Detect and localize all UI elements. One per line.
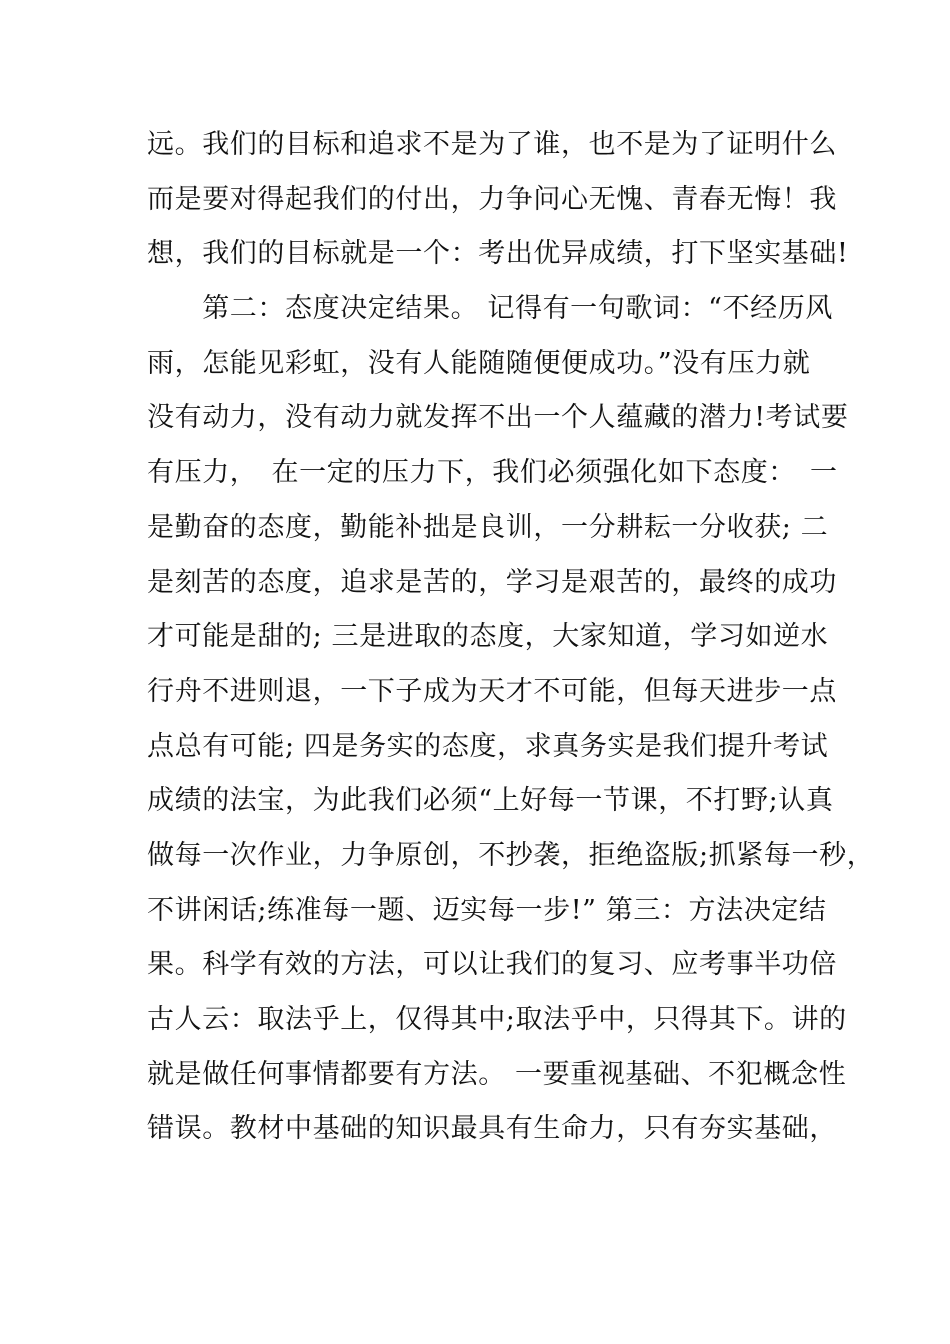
text-line: 错误。教材中基础的知识最具有生命力，只有夯实基础， [147,1113,837,1145]
text-line: 有压力， 在一定的压力下，我们必须强化如下态度： 一 [147,457,838,489]
text-line: 就是做任何事情都要有方法。 一要重视基础、不犯概念性 [147,1058,847,1090]
text-line: 是刻苦的态度，追求是苦的，学习是艰苦的，最终的成功 [147,566,837,598]
body-text [147,118,875,1157]
text-line: 想，我们的目标就是一个：考出优异成绩，打下坚实基础! [147,238,849,270]
text-line: 远。我们的目标和追求不是为了谁，也不是为了证明什么 [147,129,837,160]
text-line: 做每一次作业，力争原创，不抄袭，拒绝盗版;抓紧每一秒， [147,839,875,871]
text-line: 点总有可能; 四是务实的态度，求真务实是我们提升考试 [147,730,829,762]
text-line: 没有动力，没有动力就发挥不出一个人蕴藏的潜力!考试要 [147,402,849,434]
text-line: 成绩的法宝，为此我们必须“上好每一节课，不打野;认真 [147,785,834,817]
text-line: 第二：态度决定结果。 记得有一句歌词：“不经历风 [147,293,833,325]
text-line: 雨，怎能见彩虹，没有人能随随便便成功。”没有压力就 [147,347,811,379]
text-line: 古人云：取法乎上，仅得其中;取法乎中，只得其下。讲的 [147,1004,847,1035]
text-line: 才可能是甜的; 三是进取的态度，大家知道，学习如逆水 [147,621,829,653]
text-line: 是勤奋的态度，勤能补拙是良训，一分耕耘一分收获; 二 [147,511,829,543]
text-line: 不讲闲话;练准每一题、迈实每一步!” 第三：方法决定结 [147,894,827,926]
text-line: 行舟不进则退，一下子成为天才不可能，但每天进步一点 [147,675,837,707]
text-line: 果。科学有效的方法，可以让我们的复习、应考事半功倍 [147,949,837,981]
text-line: 而是要对得起我们的付出，力争问心无愧、青春无悔！我 [147,183,837,215]
